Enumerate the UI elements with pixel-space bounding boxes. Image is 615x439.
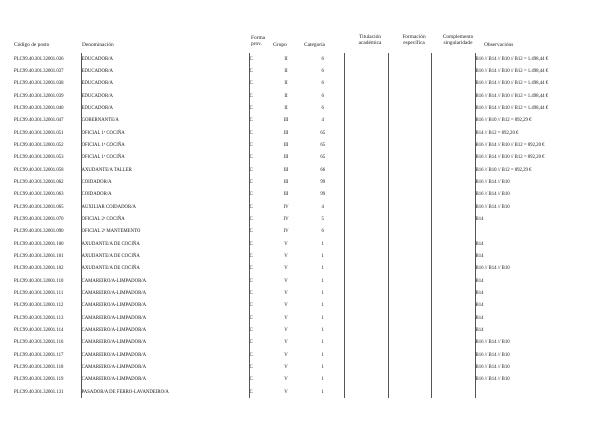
row-complemento — [431, 349, 475, 361]
row-titulacion — [344, 53, 388, 65]
row-grupo: V — [284, 340, 288, 346]
row-observacions: B14 — [475, 241, 484, 247]
row-grupo: III — [283, 192, 289, 198]
row-formacion — [388, 263, 431, 275]
row-grupo: V — [284, 377, 288, 383]
header-titulacion — [348, 34, 392, 46]
row-complemento — [431, 176, 475, 188]
row-denominacion: EDUCADOR/A — [81, 65, 249, 77]
table-row — [14, 152, 606, 164]
row-forma: C — [249, 65, 270, 77]
row-denominacion: CAMAREIRO/A-LIMPADOR/A — [81, 287, 249, 299]
table-row — [14, 349, 606, 361]
table-row — [14, 324, 606, 336]
row-observacions: B16 // B14 // B10 — [475, 204, 510, 210]
row-categoria: 65 — [302, 152, 344, 164]
row-titulacion — [344, 349, 388, 361]
row-forma: C — [249, 90, 270, 102]
row-formacion — [388, 312, 431, 324]
row-denominacion: EDUCADOR/A — [81, 90, 249, 102]
row-denominacion: COIDADOR/A — [81, 176, 249, 188]
row-code: PLC99.40.301.32001.112 — [14, 303, 64, 309]
row-observacions — [475, 226, 606, 238]
row-forma: C — [249, 102, 270, 114]
row-titulacion — [344, 238, 388, 250]
row-categoria: 1 — [302, 250, 344, 262]
row-complemento — [431, 164, 475, 176]
header-formacion-line1: Formación — [402, 34, 426, 40]
row-complemento — [431, 53, 475, 65]
table-row — [14, 115, 606, 127]
row-forma: C — [249, 300, 270, 312]
row-code: PLC99.40.301.32001.101 — [14, 253, 64, 259]
row-forma: C — [249, 164, 270, 176]
row-categoria: 4 — [302, 115, 344, 127]
row-titulacion — [344, 275, 388, 287]
row-denominacion: CAMAREIRO/A-LIMPADOR/A — [81, 337, 249, 349]
row-formacion — [388, 127, 431, 139]
row-grupo: V — [284, 241, 288, 247]
row-grupo: III — [283, 130, 289, 136]
row-forma: C — [249, 349, 270, 361]
row-forma: C — [249, 226, 270, 238]
row-titulacion — [344, 164, 388, 176]
row-code: PLC99.40.301.32001.052 — [14, 142, 64, 148]
row-formacion — [388, 152, 431, 164]
row-observacions: B16 // B14 // B10 // B12 = 1.498,44 € — [475, 68, 549, 74]
table-row — [14, 337, 606, 349]
row-grupo: II — [284, 56, 288, 62]
row-observacions: B16 // B14 // B10 // B12 = 1.498,44 € — [475, 105, 549, 111]
row-forma: C — [249, 324, 270, 336]
row-complemento — [431, 189, 475, 201]
positions-table — [14, 53, 606, 398]
row-code: PLC99.40.301.32001.119 — [14, 377, 64, 383]
row-denominacion: OFICIAL 2ª COCIÑA — [81, 213, 249, 225]
row-formacion — [388, 189, 431, 201]
row-complemento — [431, 65, 475, 77]
row-categoria: 6 — [302, 90, 344, 102]
row-formacion — [388, 164, 431, 176]
table-row — [14, 250, 606, 262]
row-observacions: B14 — [475, 216, 484, 222]
row-categoria: 6 — [302, 102, 344, 114]
row-observacions: B16 // B14 // B10 // B12 = 1.498,44 € — [475, 93, 549, 99]
row-categoria: 1 — [302, 263, 344, 275]
table-row — [14, 78, 606, 90]
row-observacions: B16 // B14 // B10 // B12 = 892,20 € — [475, 155, 545, 161]
row-observacions: B16 // B14 // B10 — [475, 340, 510, 346]
row-categoria: 4 — [302, 201, 344, 213]
header-denominacion: Denominación — [82, 42, 114, 48]
row-denominacion: CAMAREIRO/A-LIMPADOR/A — [81, 300, 249, 312]
row-categoria: 1 — [302, 287, 344, 299]
row-observacions: B16 // B14 // B10 — [475, 364, 510, 370]
row-categoria: 6 — [302, 78, 344, 90]
row-code: PLC99.40.301.32001.062 — [14, 179, 64, 185]
row-formacion — [388, 115, 431, 127]
row-complemento — [431, 78, 475, 90]
row-code: PLC99.40.301.32001.090 — [14, 229, 64, 235]
table-row — [14, 226, 606, 238]
row-formacion — [388, 361, 431, 373]
table-body — [14, 53, 606, 398]
row-forma: C — [249, 337, 270, 349]
row-grupo: II — [284, 105, 288, 111]
row-categoria: 6 — [302, 53, 344, 65]
row-observacions: B16 // B14 // B10 // B12 = 1.498,44 € — [475, 81, 549, 87]
row-denominacion: OFICIAL 1ª COCIÑA — [81, 139, 249, 151]
row-denominacion: EDUCADOR/A — [81, 53, 249, 65]
row-categoria: 6 — [302, 65, 344, 77]
row-grupo: V — [284, 352, 288, 358]
row-formacion — [388, 102, 431, 114]
table-row — [14, 164, 606, 176]
row-code: PLC99.40.301.32001.114 — [14, 327, 64, 333]
row-categoria: 1 — [302, 361, 344, 373]
row-forma: C — [249, 115, 270, 127]
row-categoria: 99 — [302, 176, 344, 188]
header-complemento-line1: Complemento — [442, 34, 474, 40]
header-formacion — [392, 34, 436, 46]
row-categoria: 1 — [302, 300, 344, 312]
row-formacion — [388, 226, 431, 238]
header-titulacion-line1: Titulación — [359, 34, 381, 40]
row-grupo: IV — [283, 216, 289, 222]
row-forma: C — [249, 152, 270, 164]
row-code: PLC99.40.301.32001.116 — [14, 340, 64, 346]
row-formacion — [388, 65, 431, 77]
row-code: PLC99.40.301.32001.047 — [14, 118, 64, 124]
row-titulacion — [344, 361, 388, 373]
row-formacion — [388, 300, 431, 312]
row-forma: C — [249, 250, 270, 262]
row-formacion — [388, 337, 431, 349]
row-grupo: III — [283, 179, 289, 185]
row-denominacion: OFICIAL 2ª MANTEMENTO — [81, 226, 249, 238]
row-observacions: B14 — [475, 303, 484, 309]
row-code: PLC99.40.301.32001.111 — [14, 290, 64, 296]
row-formacion — [388, 90, 431, 102]
row-complemento — [431, 324, 475, 336]
row-titulacion — [344, 102, 388, 114]
table-row — [14, 53, 606, 65]
row-denominacion: OFICIAL 1ª COCIÑA — [81, 127, 249, 139]
row-categoria: 66 — [302, 164, 344, 176]
row-formacion — [388, 250, 431, 262]
row-formacion — [388, 176, 431, 188]
row-forma: C — [249, 287, 270, 299]
row-formacion — [388, 213, 431, 225]
header-titulacion-line2: académica — [358, 40, 382, 47]
row-titulacion — [344, 78, 388, 90]
row-complemento — [431, 312, 475, 324]
row-denominacion: AXUDANTE/A DE COCIÑA — [81, 250, 249, 262]
row-observacions: B14 — [475, 253, 484, 259]
row-denominacion: AXUDANTE/A DE COCIÑA — [81, 238, 249, 250]
table-row — [14, 300, 606, 312]
row-complemento — [431, 201, 475, 213]
row-formacion — [388, 275, 431, 287]
row-forma: C — [249, 127, 270, 139]
row-grupo: V — [284, 253, 288, 259]
row-categoria: 1 — [302, 324, 344, 336]
row-observacions: B16 // B14 // B10 — [475, 266, 510, 272]
row-complemento — [431, 90, 475, 102]
row-complemento — [431, 139, 475, 151]
row-grupo: IV — [283, 204, 289, 210]
row-code: PLC99.40.301.32001.070 — [14, 216, 64, 222]
row-grupo: V — [284, 315, 288, 321]
row-observacions: B16 // B14 // B10 — [475, 192, 510, 198]
row-denominacion: CAMAREIRO/A-LIMPADOR/A — [81, 324, 249, 336]
row-titulacion — [344, 250, 388, 262]
row-titulacion — [344, 201, 388, 213]
table-row — [14, 127, 606, 139]
row-forma: C — [249, 78, 270, 90]
row-denominacion: CAMAREIRO/A-LIMPADOR/A — [81, 312, 249, 324]
row-titulacion — [344, 226, 388, 238]
row-grupo: III — [283, 142, 289, 148]
row-categoria: 99 — [302, 189, 344, 201]
row-denominacion: COIDADOR/A — [81, 189, 249, 201]
row-titulacion — [344, 213, 388, 225]
row-forma: C — [249, 213, 270, 225]
table-row — [14, 386, 606, 398]
row-complemento — [431, 263, 475, 275]
row-code: PLC99.40.301.32001.038 — [14, 81, 64, 87]
row-grupo: V — [284, 303, 288, 309]
row-titulacion — [344, 65, 388, 77]
row-categoria: 65 — [302, 139, 344, 151]
row-observacions: B14 // B12 = 892,20 € — [475, 130, 519, 136]
row-code: PLC99.40.301.32001.039 — [14, 93, 64, 99]
row-formacion — [388, 238, 431, 250]
row-forma: C — [249, 189, 270, 201]
row-titulacion — [344, 139, 388, 151]
table-row — [14, 312, 606, 324]
row-titulacion — [344, 127, 388, 139]
row-denominacion: AUXILIAR COIDADOR/A — [81, 201, 249, 213]
row-titulacion — [344, 386, 388, 398]
row-formacion — [388, 78, 431, 90]
row-denominacion: CAMAREIRO/A-LIMPADOR/A — [81, 374, 249, 386]
header-forma-line2: prov. — [251, 41, 262, 48]
row-formacion — [388, 349, 431, 361]
row-complemento — [431, 386, 475, 398]
row-code: PLC99.40.301.32001.036 — [14, 56, 64, 62]
row-code: PLC99.40.301.32001.053 — [14, 155, 64, 161]
row-code: PLC99.40.301.32001.058 — [14, 167, 64, 173]
row-grupo: V — [284, 290, 288, 296]
row-code: PLC99.40.301.32001.110 — [14, 278, 64, 284]
row-formacion — [388, 201, 431, 213]
row-titulacion — [344, 312, 388, 324]
row-observacions: B16 // B14 // B10 — [475, 377, 510, 383]
row-grupo: V — [284, 364, 288, 370]
row-forma: C — [249, 374, 270, 386]
row-grupo: III — [283, 155, 289, 161]
row-complemento — [431, 238, 475, 250]
row-grupo: V — [284, 266, 288, 272]
row-categoria: 65 — [302, 127, 344, 139]
row-complemento — [431, 102, 475, 114]
row-complemento — [431, 250, 475, 262]
row-denominacion: EDUCADOR/A — [81, 78, 249, 90]
table-row — [14, 65, 606, 77]
row-categoria: 1 — [302, 312, 344, 324]
table-row — [14, 287, 606, 299]
header-grupo: Grupo — [273, 42, 287, 48]
row-observacions: B16 // B10 // B12 = 892,29 € — [475, 167, 532, 173]
header-observacions: Observacións — [484, 42, 514, 48]
header-codigo: Código de posto — [14, 42, 50, 48]
row-titulacion — [344, 300, 388, 312]
row-grupo: V — [284, 327, 288, 333]
row-grupo: III — [283, 167, 289, 173]
row-denominacion: AXUDANTE/A TALLER — [81, 164, 249, 176]
row-code: PLC99.40.301.32001.131 — [14, 389, 64, 395]
row-grupo: V — [284, 278, 288, 284]
row-observacions — [475, 386, 606, 398]
row-formacion — [388, 386, 431, 398]
row-complemento — [431, 226, 475, 238]
row-formacion — [388, 53, 431, 65]
table-row — [14, 238, 606, 250]
header-formacion-line2: específica — [403, 40, 425, 47]
row-code: PLC99.40.301.32001.118 — [14, 364, 64, 370]
row-categoria: 1 — [302, 386, 344, 398]
row-code: PLC99.40.301.32001.113 — [14, 315, 64, 321]
row-forma: C — [249, 275, 270, 287]
row-titulacion — [344, 337, 388, 349]
row-forma: C — [249, 176, 270, 188]
row-complemento — [431, 127, 475, 139]
table-row — [14, 176, 606, 188]
row-titulacion — [344, 152, 388, 164]
row-denominacion: CAMAREIRO/A-LIMPADOR/A — [81, 361, 249, 373]
table-row — [14, 139, 606, 151]
row-observacions: B16 // B10 // B12 = 892,29 € — [475, 118, 532, 124]
row-titulacion — [344, 90, 388, 102]
row-code: PLC99.40.301.32001.063 — [14, 192, 64, 198]
row-grupo: II — [284, 93, 288, 99]
row-complemento — [431, 300, 475, 312]
table-row — [14, 189, 606, 201]
table-row — [14, 275, 606, 287]
table-row — [14, 102, 606, 114]
row-grupo: III — [283, 118, 289, 124]
row-complemento — [431, 337, 475, 349]
row-grupo: IV — [283, 229, 289, 235]
row-code: PLC99.40.301.32001.037 — [14, 68, 64, 74]
row-categoria: 1 — [302, 275, 344, 287]
row-titulacion — [344, 324, 388, 336]
row-denominacion: AXUDANTE/A DE COCIÑA — [81, 263, 249, 275]
row-code: PLC99.40.301.32001.065 — [14, 204, 64, 210]
row-denominacion: OFICIAL 1ª COCIÑA — [81, 152, 249, 164]
row-titulacion — [344, 115, 388, 127]
row-code: PLC99.40.301.32001.100 — [14, 241, 64, 247]
row-titulacion — [344, 189, 388, 201]
table-row — [14, 263, 606, 275]
row-complemento — [431, 361, 475, 373]
row-complemento — [431, 287, 475, 299]
row-denominacion: CAMAREIRO/A-LIMPADOR/A — [81, 349, 249, 361]
row-forma: C — [249, 139, 270, 151]
header-complemento — [436, 34, 480, 46]
table-row — [14, 90, 606, 102]
row-observacions: B16 // B14 // B10 — [475, 352, 510, 358]
header-complemento-line2: singularidade — [443, 40, 473, 47]
row-observacions: B16 // B14 // B10 // B12 = 1.498,44 € — [475, 56, 549, 62]
row-categoria: 1 — [302, 337, 344, 349]
row-forma: C — [249, 312, 270, 324]
row-denominacion: EDUCADOR/A — [81, 102, 249, 114]
row-formacion — [388, 287, 431, 299]
row-formacion — [388, 139, 431, 151]
table-row — [14, 201, 606, 213]
row-grupo: V — [284, 389, 288, 395]
row-complemento — [431, 213, 475, 225]
row-titulacion — [344, 176, 388, 188]
row-forma: C — [249, 238, 270, 250]
row-titulacion — [344, 374, 388, 386]
row-forma: C — [249, 386, 270, 398]
row-observacions: B16 // B14 // B10 — [475, 179, 510, 185]
row-grupo: II — [284, 68, 288, 74]
row-grupo: II — [284, 81, 288, 87]
row-categoria: 1 — [302, 349, 344, 361]
header-forma-line1: Forma — [251, 35, 266, 41]
header-forma — [251, 35, 265, 47]
row-code: PLC99.40.301.32001.117 — [14, 352, 64, 358]
row-code: PLC99.40.301.32001.040 — [14, 105, 64, 111]
row-observacions: B14 — [475, 327, 484, 333]
header-categoria: Categoría — [304, 42, 325, 48]
row-forma: C — [249, 361, 270, 373]
row-formacion — [388, 324, 431, 336]
row-observacions: B14 — [475, 315, 484, 321]
row-complemento — [431, 115, 475, 127]
row-complemento — [431, 275, 475, 287]
table-row — [14, 374, 606, 386]
row-titulacion — [344, 287, 388, 299]
row-titulacion — [344, 263, 388, 275]
row-formacion — [388, 374, 431, 386]
row-forma: C — [249, 263, 270, 275]
row-categoria: 1 — [302, 238, 344, 250]
row-observacions: B14 — [475, 278, 484, 284]
table-row — [14, 361, 606, 373]
row-denominacion: GOBERNANTE/A — [81, 115, 249, 127]
row-observacions: B16 // B14 // B10 // B12 = 892,20 € — [475, 142, 545, 148]
row-forma: C — [249, 201, 270, 213]
row-complemento — [431, 152, 475, 164]
row-complemento — [431, 374, 475, 386]
row-code: PLC99.40.301.32001.102 — [14, 266, 64, 272]
table-row — [14, 213, 606, 225]
row-denominacion: CAMAREIRO/A-LIMPADOR/A — [81, 275, 249, 287]
row-observacions: B14 — [475, 290, 484, 296]
row-categoria: 6 — [302, 226, 344, 238]
row-categoria: 5 — [302, 213, 344, 225]
row-denominacion: PASADOR/A DE FERRO-LAVANDEIRO/A — [81, 386, 249, 398]
row-categoria: 1 — [302, 374, 344, 386]
row-forma: C — [249, 53, 270, 65]
row-code: PLC99.40.301.32001.051 — [14, 130, 64, 136]
